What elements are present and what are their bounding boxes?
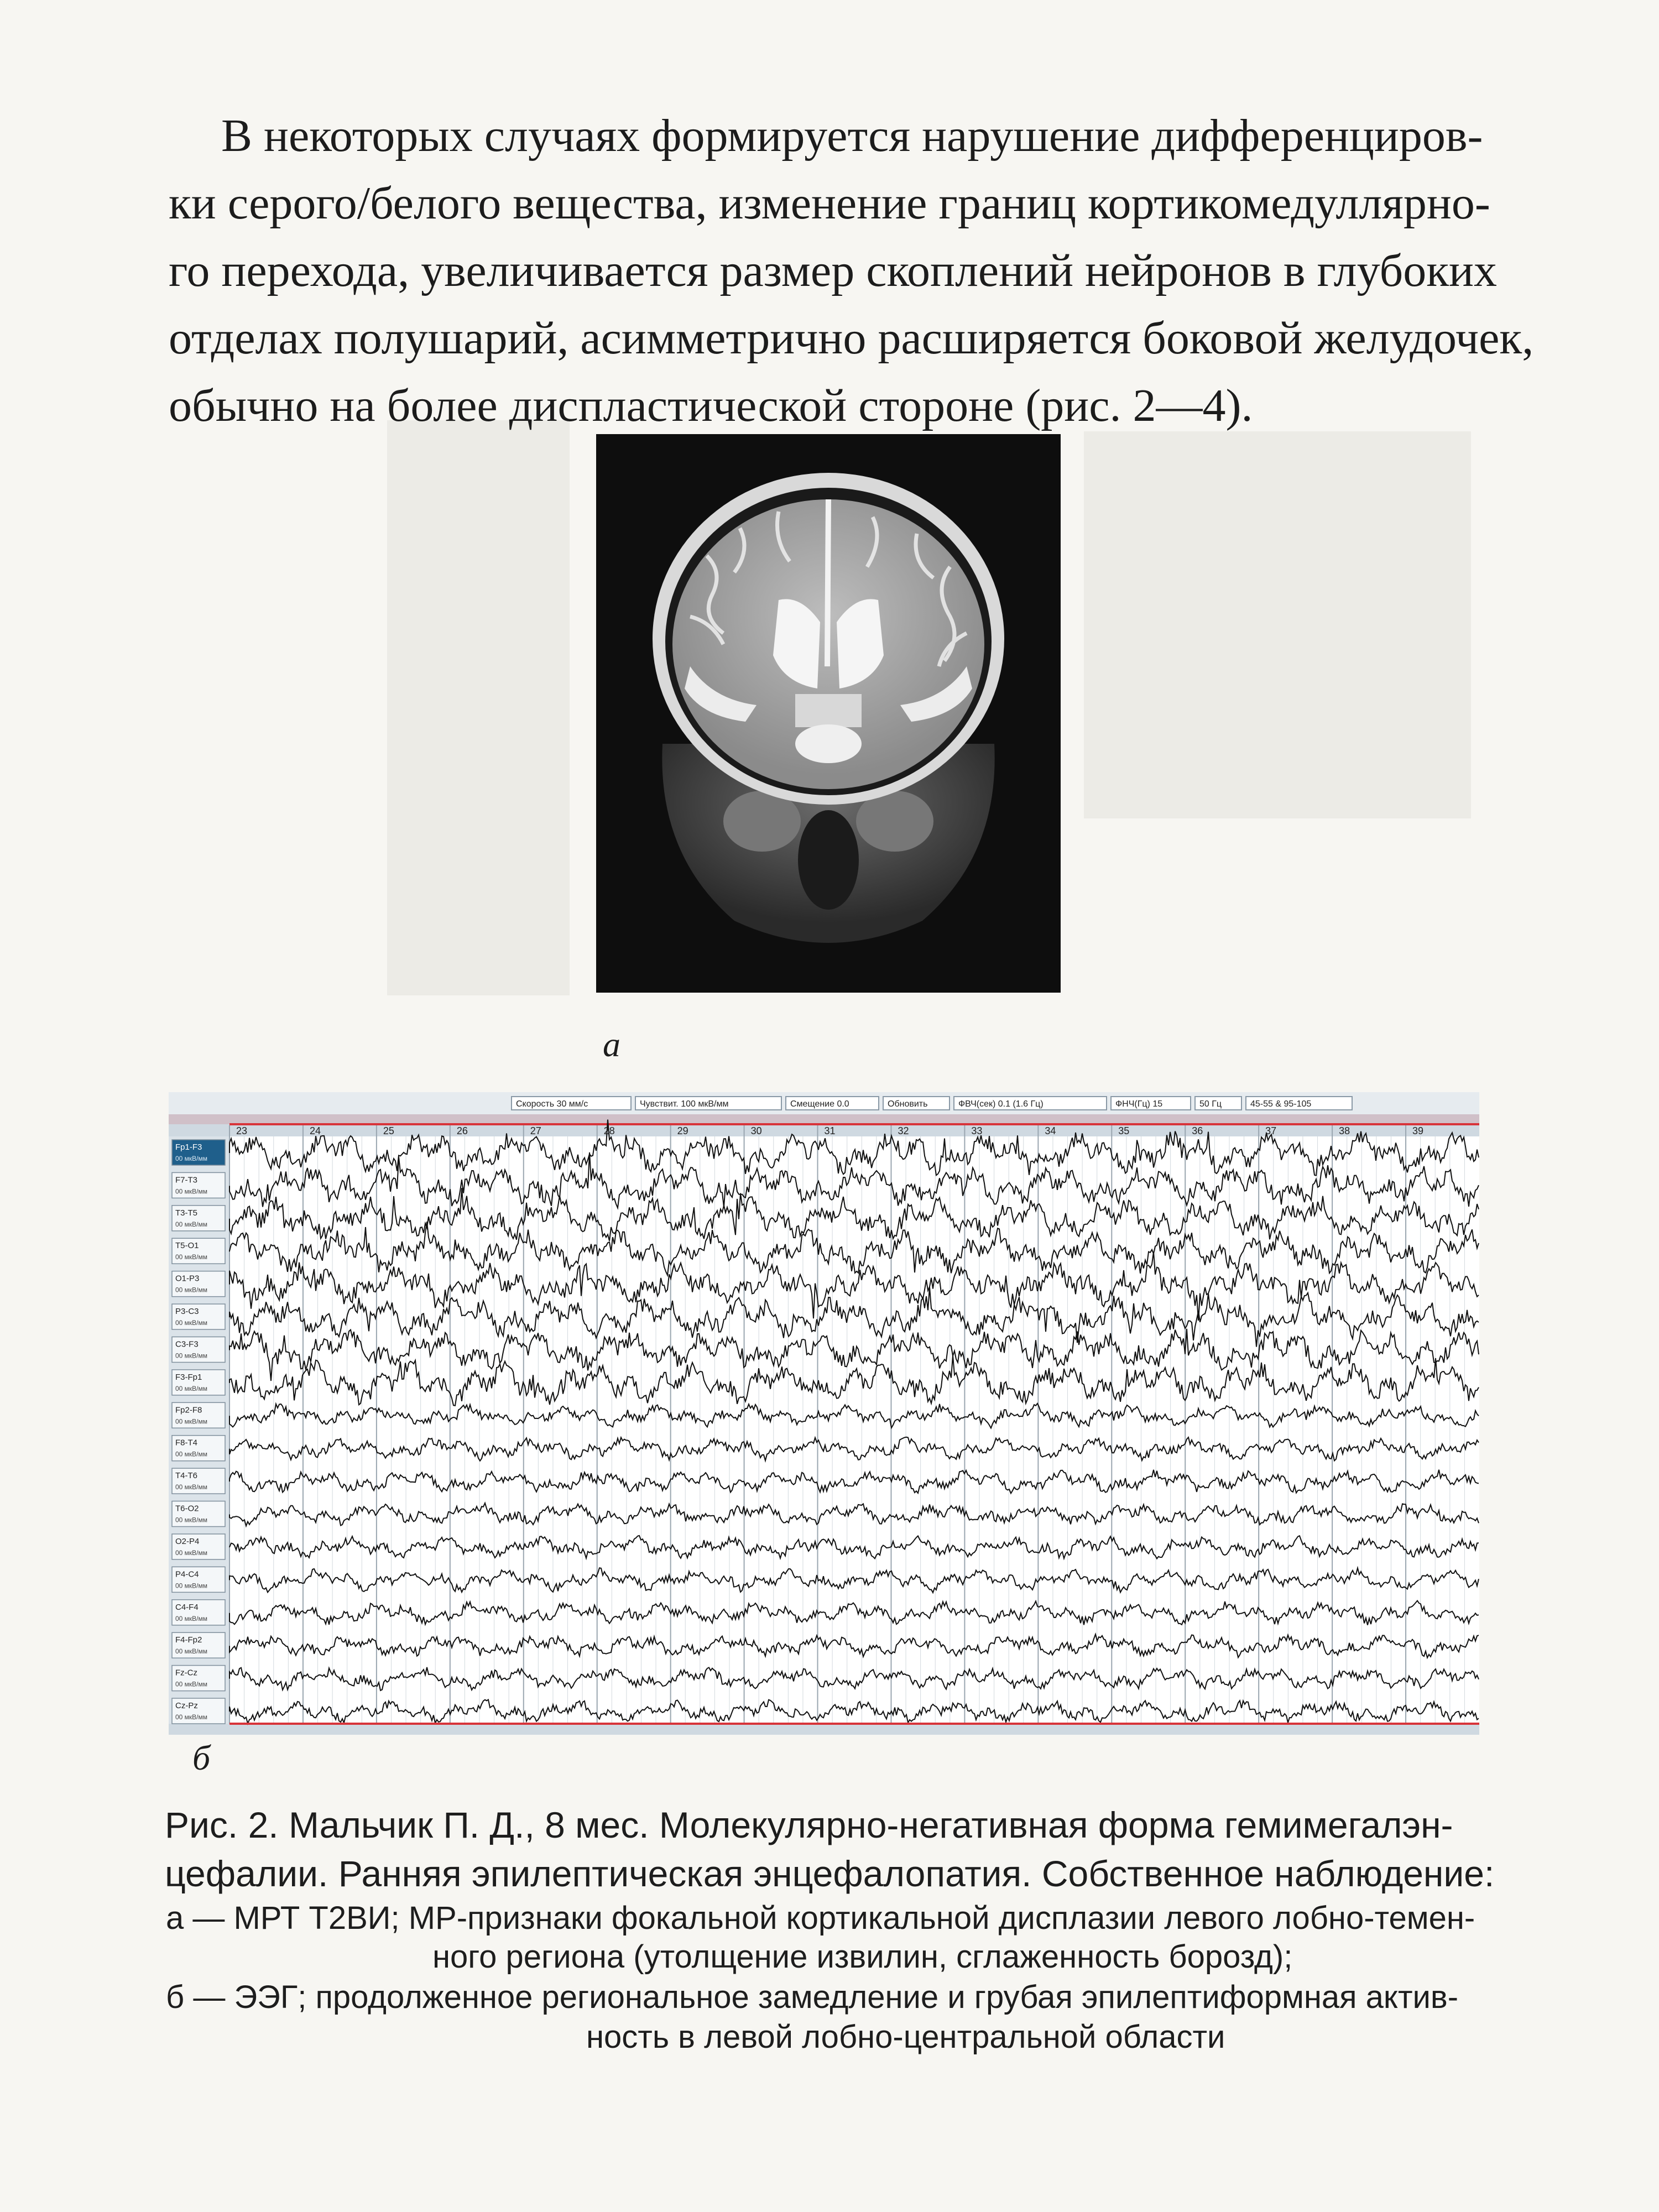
eeg-channel-label: F3-Fp1 xyxy=(175,1372,202,1382)
figure-caption-line: а — МРТ Т2ВИ; МР-признаки фокальной кортикальной дисплазии левого лобно-темен- xyxy=(166,1900,1475,1936)
eeg-channel-label: T6-O2 xyxy=(175,1504,199,1514)
eeg-channel-label: F8-T4 xyxy=(175,1438,198,1448)
eeg-channel-unit: 00 мкВ/мм xyxy=(175,1614,208,1623)
paragraph-line: В некоторых случаях формируется нарушение дифференциров- xyxy=(221,110,1483,161)
eeg-second-label: 36 xyxy=(1192,1125,1203,1136)
eeg-second-label: 31 xyxy=(824,1125,836,1136)
eeg-channel-label: P3-C3 xyxy=(175,1307,199,1317)
figure-caption-line: ность в левой лобно-центральной области xyxy=(586,2019,1225,2055)
eeg-second-label: 29 xyxy=(677,1125,688,1136)
eeg-channel-label: F4-Fp2 xyxy=(175,1635,202,1645)
eeg-second-label: 30 xyxy=(750,1125,762,1136)
eeg-second-label: 24 xyxy=(309,1125,321,1136)
eeg-second-label: 37 xyxy=(1265,1125,1277,1136)
eeg-channel-unit: 00 мкВ/мм xyxy=(175,1713,208,1721)
eeg-second-label: 25 xyxy=(383,1125,394,1136)
eeg-recording xyxy=(169,1092,1479,1735)
eeg-channel-unit: 00 мкВ/мм xyxy=(175,1352,208,1360)
eeg-channel-unit: 00 мкВ/мм xyxy=(175,1548,208,1557)
eeg-channel-label: Fp2-F8 xyxy=(175,1405,202,1415)
figure-caption-line: б — ЭЭГ; продолженное региональное замедление и грубая эпилептиформная актив- xyxy=(166,1979,1459,2015)
eeg-channel-unit: 00 мкВ/мм xyxy=(175,1483,208,1491)
eeg-second-label: 23 xyxy=(236,1125,248,1136)
mri-coronal-image xyxy=(596,434,1061,993)
eeg-channel-unit: 00 мкВ/мм xyxy=(175,1253,208,1261)
figure-label-b: б xyxy=(192,1738,211,1777)
paragraph-line: го перехода, увеличивается размер скоплений нейронов в глубоких xyxy=(169,245,1497,296)
eeg-second-label: 33 xyxy=(971,1125,983,1136)
eeg-channel-label: Cz-Pz xyxy=(175,1701,198,1710)
eeg-channel-label: C4-F4 xyxy=(175,1602,199,1612)
figure-caption-line: цефалии. Ранняя эпилептическая энцефалопатия. Собственное наблюдение: xyxy=(165,1853,1495,1894)
eeg-channel-label: T5-O1 xyxy=(175,1241,199,1251)
eeg-toolbar-label: ФВЧ(сек) 0.1 (1.6 Гц) xyxy=(958,1099,1044,1109)
paragraph-line: ки серого/белого вещества, изменение границ кортикомедуллярно- xyxy=(169,178,1490,229)
eeg-second-label: 34 xyxy=(1045,1125,1056,1136)
eeg-channel-label: C3-F3 xyxy=(175,1339,199,1349)
eeg-channel-unit: 00 мкВ/мм xyxy=(175,1582,208,1590)
eeg-channel-label: T4-T6 xyxy=(175,1471,198,1481)
body-paragraph xyxy=(169,102,1534,440)
eeg-second-label: 26 xyxy=(456,1125,468,1136)
eeg-second-label: 28 xyxy=(603,1125,615,1136)
eeg-toolbar-label: Скорость 30 мм/с xyxy=(516,1099,588,1109)
eeg-toolbar-label: ФНЧ(Гц) 15 xyxy=(1115,1099,1163,1109)
eeg-channel-unit: 00 мкВ/мм xyxy=(175,1286,208,1294)
bleed-through-left xyxy=(387,420,570,995)
eeg-toolbar xyxy=(512,1097,1352,1110)
eeg-channel-label: P4-C4 xyxy=(175,1569,199,1579)
eeg-channel-label: T3-T5 xyxy=(175,1208,198,1218)
eeg-channel-label: Fp1-F3 xyxy=(175,1142,202,1152)
paragraph-line: обычно на более диспластической стороне (рис. 2—4). xyxy=(169,380,1253,431)
eeg-toolbar-label: Обновить xyxy=(888,1099,928,1109)
eeg-second-label: 38 xyxy=(1339,1125,1350,1136)
eeg-channel-unit: 00 мкВ/мм xyxy=(175,1417,208,1426)
figure-label-a: а xyxy=(603,1025,620,1064)
eeg-second-label: 39 xyxy=(1412,1125,1424,1136)
eeg-channel-unit: 00 мкВ/мм xyxy=(175,1384,208,1392)
eeg-channel-unit: 00 мкВ/мм xyxy=(175,1319,208,1327)
eeg-toolbar-label: Чувствит. 100 мкВ/мм xyxy=(640,1099,729,1109)
eeg-toolbar-label: Смещение 0.0 xyxy=(790,1099,849,1109)
eeg-second-label: 35 xyxy=(1118,1125,1130,1136)
eeg-channel-unit: 00 мкВ/мм xyxy=(175,1155,208,1162)
eeg-channel-unit: 00 мкВ/мм xyxy=(175,1450,208,1458)
eeg-channel-unit: 00 мкВ/мм xyxy=(175,1187,208,1196)
paragraph-line: отделах полушарий, асимметрично расширяется боковой желудочек, xyxy=(169,312,1534,364)
figure-caption-line: Рис. 2. Мальчик П. Д., 8 мес. Молекулярно-негативная форма гемимегалэн- xyxy=(165,1804,1453,1845)
eeg-channel-label: O2-P4 xyxy=(175,1536,200,1546)
eeg-channel-unit: 00 мкВ/мм xyxy=(175,1220,208,1228)
eeg-channel-unit: 00 мкВ/мм xyxy=(175,1516,208,1524)
eeg-second-label: 32 xyxy=(898,1125,909,1136)
bleed-through-right xyxy=(1084,431,1471,818)
eeg-channel-unit: 00 мкВ/мм xyxy=(175,1680,208,1688)
eeg-second-label: 27 xyxy=(530,1125,541,1136)
eeg-toolbar-label: 45-55 & 95-105 xyxy=(1250,1099,1312,1109)
eeg-channel-unit: 00 мкВ/мм xyxy=(175,1647,208,1656)
figure-caption-line: ного региона (утолщение извилин, сглаженность борозд); xyxy=(432,1939,1293,1975)
eeg-channel-label: F7-T3 xyxy=(175,1175,198,1185)
eeg-channel-label: O1-P3 xyxy=(175,1274,200,1284)
eeg-channel-label: Fz-Cz xyxy=(175,1668,197,1678)
eeg-toolbar-label: 50 Гц xyxy=(1199,1099,1222,1109)
